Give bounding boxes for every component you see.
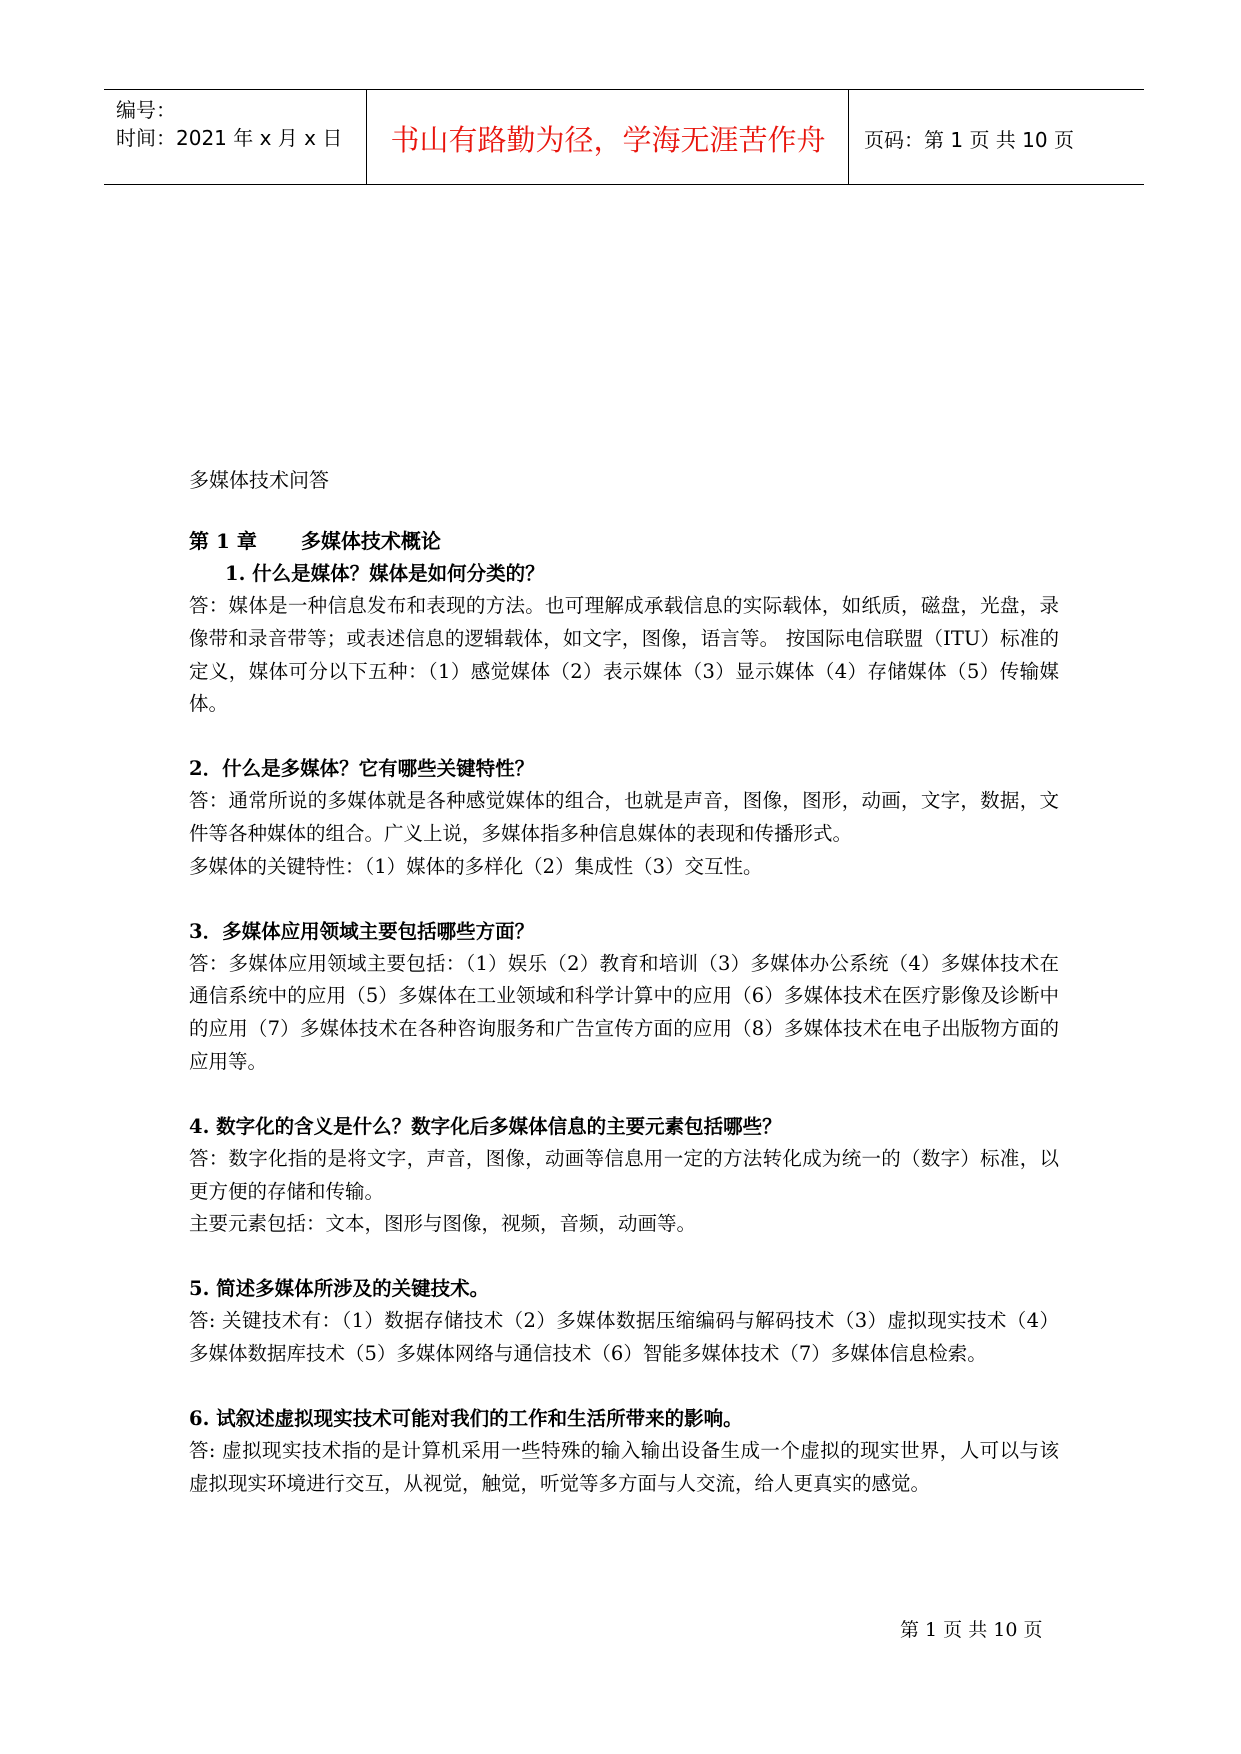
question: 6. 试叙述虚拟现实技术可能对我们的工作和生活所带来的影响。: [189, 1406, 743, 1430]
answer: 答：媒体是一种信息发布和表现的方法。也可理解成承载信息的实际载体，如纸质，磁盘，光盘，录像带和录音带等；或表述信息的逻辑载体，如文字，图像，语言等。 按国际电信联盟（ITU）标准的定义，媒体可分以下五种：（1）感觉媒体（2）表示媒体（3）显示媒体（4）存储媒体（5）传输媒体。: [189, 594, 1059, 716]
chapter-number: 第 1 章: [189, 529, 257, 553]
header-motto-cell: [368, 90, 849, 184]
page-footer: 第 1 页 共 10 页: [900, 1619, 1043, 1641]
question: 5. 简述多媒体所涉及的关键技术。: [189, 1277, 490, 1301]
question: 3．多媒体应用领域主要包括哪些方面？: [189, 919, 535, 943]
answer: 主要元素包括：文本，图形与图像，视频，音频，动画等。: [189, 1212, 697, 1236]
answer: 答：数字化指的是将文字，声音，图像，动画等信息用一定的方法转化成为统一的（数字）标准，以更方便的存储和传输。: [189, 1146, 1059, 1203]
page-label: 页码：第 1 页 共 10 页: [864, 128, 1074, 152]
answer: 多媒体的关键特性：（1）媒体的多样化（2）集成性（3）交互性。: [189, 854, 763, 878]
time-label: 时间：2021 年 x 月 x 日: [116, 126, 343, 150]
answer: 答: 虚拟现实技术指的是计算机采用一些特殊的输入输出设备生成一个虚拟的现实世界，人可以与该虚拟现实环境进行交互，从视觉，触觉，听觉等多方面与人交流，给人更真实的感觉。: [189, 1438, 1059, 1495]
question: 4. 数字化的含义是什么？数字化后多媒体信息的主要元素包括哪些？: [189, 1114, 782, 1138]
header-info-cell: [104, 90, 367, 184]
answer: 答: 关键技术有：（1）数据存储技术（2）多媒体数据压缩编码与解码技术（3）虚拟现实技术（4）多媒体数据库技术（5）多媒体网络与通信技术（6）智能多媒体技术（7）多媒体信息检索。: [189, 1309, 1059, 1365]
motto: 书山有路勤为径，学海无涯苦作舟: [390, 123, 826, 157]
document-body: [189, 524, 1059, 1500]
question: 2．什么是多媒体？它有哪些关键特性？: [189, 757, 535, 781]
answer: 答：多媒体应用领域主要包括：（1）娱乐（2）教育和培训（3）多媒体办公系统（4）多媒体技术在通信系统中的应用（5）多媒体在工业领域和科学计算中的应用（6）多媒体技术在医疗影像及诊断中的应用（7）多媒体技术在各种咨询服务和广告宣传方面的应用（8）多媒体技术在电子出版物方面的应用等。: [189, 951, 1059, 1073]
document-title: 多媒体技术问答: [189, 468, 329, 492]
number-label: 编号：: [116, 98, 176, 122]
header-page-cell: [850, 90, 1144, 184]
chapter-heading: [189, 524, 1059, 558]
document-header: [104, 89, 1144, 185]
answer: 答：通常所说的多媒体就是各种感觉媒体的组合，也就是声音，图像，图形，动画，文字，数据，文件等各种媒体的组合。广义上说，多媒体指多种信息媒体的表现和传播形式。: [189, 789, 1059, 845]
chapter-title: 多媒体技术概论: [300, 529, 441, 553]
question: 1. 什么是媒体？媒体是如何分类的？: [225, 562, 545, 585]
